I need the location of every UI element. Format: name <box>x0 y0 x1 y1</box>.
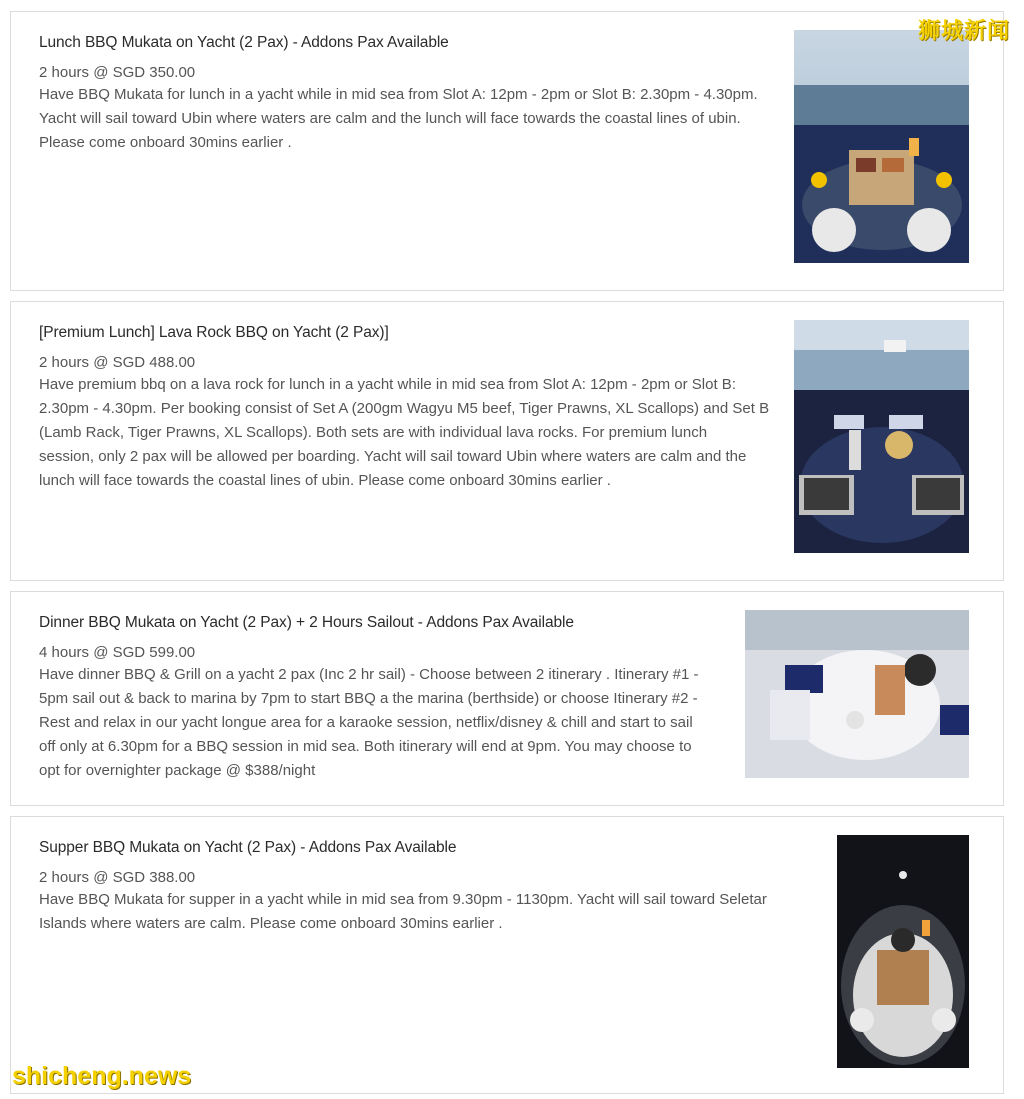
listing-price: 2 hours @ SGD 388.00 <box>39 869 196 886</box>
listing-photo[interactable] <box>745 610 969 778</box>
listing-description: Have BBQ Mukata for lunch in a yacht while in mid sea from Slot A: 12pm - 2pm or Slot B: 2.30pm - 4.30pm. Yacht will sail toward Ubin where waters are calm and the lunch will face towards the coastal lines of ubin. Please come onboard 30mins earlier . <box>39 86 758 151</box>
listing-card-premium-lunch[interactable] <box>10 301 1004 581</box>
yacht-dinner-photo <box>745 610 969 778</box>
listing-card-supper[interactable] <box>10 816 1004 1094</box>
listing-card-dinner[interactable] <box>10 591 1004 806</box>
listing-price: 2 hours @ SGD 350.00 <box>39 64 196 81</box>
listing-title[interactable]: Dinner BBQ Mukata on Yacht (2 Pax) + 2 Hours Sailout - Addons Pax Available <box>39 614 574 631</box>
listing-title[interactable]: Supper BBQ Mukata on Yacht (2 Pax) - Addons Pax Available <box>39 839 457 856</box>
listing-price: 4 hours @ SGD 599.00 <box>39 644 196 661</box>
yacht-premium-lunch-photo <box>794 320 969 553</box>
listing-price: 2 hours @ SGD 488.00 <box>39 354 196 371</box>
listing-description: Have dinner BBQ & Grill on a yacht 2 pax (Inc 2 hr sail) - Choose between 2 itinerary . Itinerary #1 - 5pm sail out & back to marina by 7pm to start BBQ a the marina (berthside) or choose Itinerary #2 - Rest and relax in our yacht longue area for a karaoke session, netflix/disney & chill and start to sail off only at 6.30pm for a BBQ session in mid sea. Both itinerary will end at 9pm. You may choose to opt for overnighter package @ $388/night <box>39 666 699 779</box>
listing-description: Have BBQ Mukata for supper in a yacht while in mid sea from 9.30pm - 1130pm. Yacht will sail toward Seletar Islands where waters are calm. Please come onboard 30mins earlier . <box>39 891 767 932</box>
listing-title[interactable]: Lunch BBQ Mukata on Yacht (2 Pax) - Addons Pax Available <box>39 34 449 51</box>
listing-photo[interactable] <box>794 320 969 553</box>
watermark-logo-bottom: shicheng.news <box>12 1062 192 1090</box>
listing-card-lunch[interactable] <box>10 11 1004 291</box>
listing-title[interactable]: [Premium Lunch] Lava Rock BBQ on Yacht (2 Pax)] <box>39 324 389 341</box>
listing-photo[interactable] <box>837 835 969 1068</box>
listing-photo[interactable] <box>794 30 969 263</box>
listing-description: Have premium bbq on a lava rock for lunch in a yacht while in mid sea from Slot A: 12pm - 2pm or Slot B: 2.30pm - 4.30pm. Per booking consist of Set A (200gm Wagyu M5 beef, Tiger Prawns, XL Scallops) and Set B (Lamb Rack, Tiger Prawns, XL Scallops). Both sets are with individual lava rocks. For premium lunch session, only 2 pax will be allowed per boarding. Yacht will sail toward Ubin where waters are calm and the lunch will face towards the coastal lines of ubin. Please come onboard 30mins earlier . <box>39 376 770 489</box>
yacht-supper-photo <box>837 835 969 1068</box>
watermark-logo-top: 狮城新闻 <box>917 18 1010 43</box>
yacht-lunch-photo <box>794 30 969 263</box>
